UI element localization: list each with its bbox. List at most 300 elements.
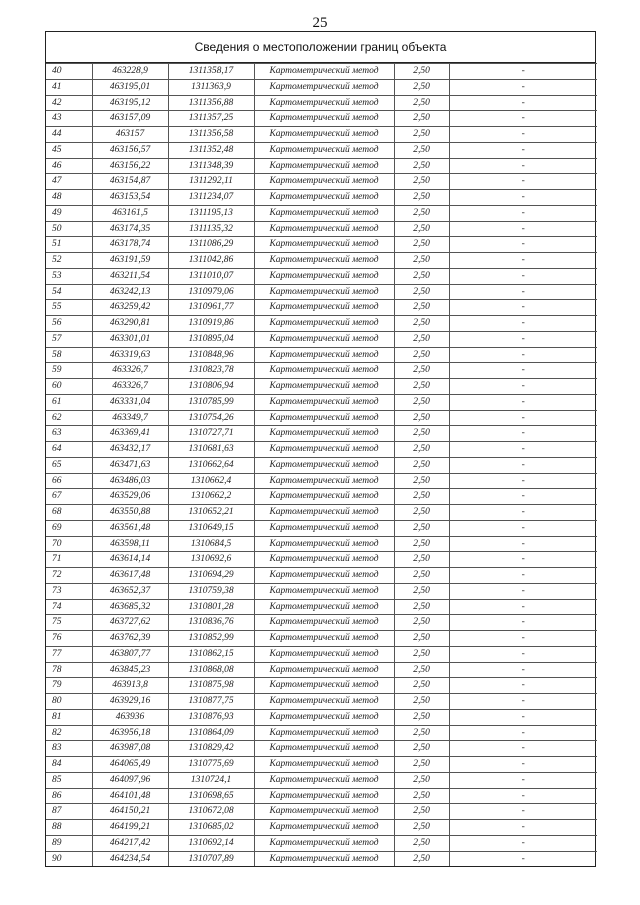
page-number: 25: [312, 15, 328, 31]
table-row: [46, 205, 597, 221]
point-number-cell: 63: [46, 426, 92, 442]
y-coordinate-cell: 1311348,39: [168, 158, 254, 174]
method-cell: Картометрический метод: [254, 662, 394, 678]
accuracy-cell: 2,50: [394, 631, 449, 647]
table-row: [46, 536, 597, 552]
note-cell: -: [449, 820, 597, 836]
point-number-cell: 66: [46, 473, 92, 489]
method-cell: Картометрический метод: [254, 127, 394, 143]
x-coordinate-cell: 463228,9: [92, 64, 168, 80]
x-coordinate-cell: 463956,18: [92, 725, 168, 741]
y-coordinate-cell: 1310684,5: [168, 536, 254, 552]
x-coordinate-cell: 463762,39: [92, 631, 168, 647]
point-number-cell: 44: [46, 127, 92, 143]
x-coordinate-cell: 463349,7: [92, 410, 168, 426]
accuracy-cell: 2,50: [394, 820, 449, 836]
point-number-cell: 57: [46, 331, 92, 347]
method-cell: Картометрический метод: [254, 599, 394, 615]
table-row: [46, 631, 597, 647]
note-cell: -: [449, 709, 597, 725]
table-row: [46, 379, 597, 395]
method-cell: Картометрический метод: [254, 174, 394, 190]
y-coordinate-cell: 1311356,58: [168, 127, 254, 143]
table-row: [46, 64, 597, 80]
table-row: [46, 520, 597, 536]
x-coordinate-cell: 463319,63: [92, 347, 168, 363]
point-number-cell: 88: [46, 820, 92, 836]
point-number-cell: 84: [46, 757, 92, 773]
note-cell: -: [449, 268, 597, 284]
x-coordinate-cell: 463154,87: [92, 174, 168, 190]
note-cell: -: [449, 489, 597, 505]
method-cell: Картометрический метод: [254, 347, 394, 363]
x-coordinate-cell: 463259,42: [92, 300, 168, 316]
accuracy-cell: 2,50: [394, 253, 449, 269]
point-number-cell: 54: [46, 284, 92, 300]
y-coordinate-cell: 1311352,48: [168, 142, 254, 158]
y-coordinate-cell: 1311135,32: [168, 221, 254, 237]
y-coordinate-cell: 1310672,08: [168, 804, 254, 820]
table-row: [46, 442, 597, 458]
accuracy-cell: 2,50: [394, 158, 449, 174]
y-coordinate-cell: 1310801,28: [168, 599, 254, 615]
accuracy-cell: 2,50: [394, 268, 449, 284]
table-row: [46, 709, 597, 725]
table-row: [46, 662, 597, 678]
x-coordinate-cell: 463598,11: [92, 536, 168, 552]
x-coordinate-cell: 463156,57: [92, 142, 168, 158]
table-row: [46, 820, 597, 836]
table-row: [46, 646, 597, 662]
accuracy-cell: 2,50: [394, 442, 449, 458]
table-row: [46, 615, 597, 631]
method-cell: Картометрический метод: [254, 331, 394, 347]
method-cell: Картометрический метод: [254, 316, 394, 332]
point-number-cell: 74: [46, 599, 92, 615]
y-coordinate-cell: 1311357,25: [168, 111, 254, 127]
note-cell: -: [449, 583, 597, 599]
table-row: [46, 347, 597, 363]
table-row: [46, 426, 597, 442]
note-cell: -: [449, 835, 597, 851]
table-row: [46, 174, 597, 190]
accuracy-cell: 2,50: [394, 489, 449, 505]
y-coordinate-cell: 1311363,9: [168, 79, 254, 95]
method-cell: Картометрический метод: [254, 568, 394, 584]
point-number-cell: 55: [46, 300, 92, 316]
note-cell: -: [449, 631, 597, 647]
coordinates-table-body: [46, 64, 597, 867]
point-number-cell: 78: [46, 662, 92, 678]
y-coordinate-cell: 1310877,75: [168, 694, 254, 710]
method-cell: Картометрический метод: [254, 394, 394, 410]
table-row: [46, 772, 597, 788]
accuracy-cell: 2,50: [394, 788, 449, 804]
x-coordinate-cell: 463432,17: [92, 442, 168, 458]
x-coordinate-cell: 463242,13: [92, 284, 168, 300]
table-row: [46, 331, 597, 347]
point-number-cell: 58: [46, 347, 92, 363]
x-coordinate-cell: 463486,03: [92, 473, 168, 489]
point-number-cell: 77: [46, 646, 92, 662]
table-row: [46, 363, 597, 379]
method-cell: Картометрический метод: [254, 379, 394, 395]
point-number-cell: 81: [46, 709, 92, 725]
note-cell: -: [449, 111, 597, 127]
table-row: [46, 410, 597, 426]
method-cell: Картометрический метод: [254, 804, 394, 820]
table-row: [46, 741, 597, 757]
method-cell: Картометрический метод: [254, 205, 394, 221]
table-row: [46, 568, 597, 584]
method-cell: Картометрический метод: [254, 772, 394, 788]
y-coordinate-cell: 1310979,06: [168, 284, 254, 300]
note-cell: -: [449, 127, 597, 143]
note-cell: -: [449, 64, 597, 80]
note-cell: -: [449, 646, 597, 662]
accuracy-cell: 2,50: [394, 457, 449, 473]
x-coordinate-cell: 464101,48: [92, 788, 168, 804]
y-coordinate-cell: 1311356,88: [168, 95, 254, 111]
note-cell: -: [449, 331, 597, 347]
x-coordinate-cell: 464199,21: [92, 820, 168, 836]
note-cell: -: [449, 347, 597, 363]
note-cell: -: [449, 473, 597, 489]
accuracy-cell: 2,50: [394, 678, 449, 694]
accuracy-cell: 2,50: [394, 205, 449, 221]
accuracy-cell: 2,50: [394, 95, 449, 111]
y-coordinate-cell: 1311358,17: [168, 64, 254, 80]
note-cell: -: [449, 552, 597, 568]
note-cell: -: [449, 772, 597, 788]
x-coordinate-cell: 463936: [92, 709, 168, 725]
x-coordinate-cell: 463326,7: [92, 379, 168, 395]
table-row: [46, 142, 597, 158]
note-cell: -: [449, 851, 597, 866]
method-cell: Картометрический метод: [254, 300, 394, 316]
note-cell: -: [449, 284, 597, 300]
y-coordinate-cell: 1310895,04: [168, 331, 254, 347]
y-coordinate-cell: 1310754,26: [168, 410, 254, 426]
point-number-cell: 52: [46, 253, 92, 269]
table-row: [46, 268, 597, 284]
note-cell: -: [449, 79, 597, 95]
accuracy-cell: 2,50: [394, 473, 449, 489]
note-cell: -: [449, 678, 597, 694]
note-cell: -: [449, 568, 597, 584]
note-cell: -: [449, 237, 597, 253]
point-number-cell: 43: [46, 111, 92, 127]
y-coordinate-cell: 1311010,07: [168, 268, 254, 284]
accuracy-cell: 2,50: [394, 111, 449, 127]
accuracy-cell: 2,50: [394, 284, 449, 300]
coordinates-table: [46, 63, 597, 866]
accuracy-cell: 2,50: [394, 410, 449, 426]
accuracy-cell: 2,50: [394, 615, 449, 631]
method-cell: Картометрический метод: [254, 253, 394, 269]
point-number-cell: 80: [46, 694, 92, 710]
table-row: [46, 835, 597, 851]
note-cell: -: [449, 174, 597, 190]
point-number-cell: 73: [46, 583, 92, 599]
y-coordinate-cell: 1310692,14: [168, 835, 254, 851]
table-row: [46, 725, 597, 741]
point-number-cell: 79: [46, 678, 92, 694]
method-cell: Картометрический метод: [254, 268, 394, 284]
accuracy-cell: 2,50: [394, 64, 449, 80]
accuracy-cell: 2,50: [394, 316, 449, 332]
x-coordinate-cell: 463174,35: [92, 221, 168, 237]
note-cell: -: [449, 457, 597, 473]
accuracy-cell: 2,50: [394, 426, 449, 442]
accuracy-cell: 2,50: [394, 142, 449, 158]
note-cell: -: [449, 316, 597, 332]
note-cell: -: [449, 599, 597, 615]
x-coordinate-cell: 463331,04: [92, 394, 168, 410]
y-coordinate-cell: 1310759,38: [168, 583, 254, 599]
accuracy-cell: 2,50: [394, 552, 449, 568]
method-cell: Картометрический метод: [254, 284, 394, 300]
method-cell: Картометрический метод: [254, 457, 394, 473]
point-number-cell: 48: [46, 190, 92, 206]
point-number-cell: 53: [46, 268, 92, 284]
point-number-cell: 71: [46, 552, 92, 568]
boundary-table-sheet: [45, 31, 596, 867]
accuracy-cell: 2,50: [394, 725, 449, 741]
accuracy-cell: 2,50: [394, 505, 449, 521]
y-coordinate-cell: 1310852,99: [168, 631, 254, 647]
method-cell: Картометрический метод: [254, 410, 394, 426]
x-coordinate-cell: 463301,01: [92, 331, 168, 347]
y-coordinate-cell: 1310685,02: [168, 820, 254, 836]
note-cell: -: [449, 725, 597, 741]
point-number-cell: 51: [46, 237, 92, 253]
point-number-cell: 59: [46, 363, 92, 379]
table-row: [46, 158, 597, 174]
method-cell: Картометрический метод: [254, 442, 394, 458]
y-coordinate-cell: 1310864,09: [168, 725, 254, 741]
note-cell: -: [449, 505, 597, 521]
note-cell: -: [449, 741, 597, 757]
y-coordinate-cell: 1310727,71: [168, 426, 254, 442]
accuracy-cell: 2,50: [394, 804, 449, 820]
method-cell: Картометрический метод: [254, 237, 394, 253]
method-cell: Картометрический метод: [254, 221, 394, 237]
x-coordinate-cell: 463156,22: [92, 158, 168, 174]
y-coordinate-cell: 1310652,21: [168, 505, 254, 521]
point-number-cell: 68: [46, 505, 92, 521]
note-cell: -: [449, 379, 597, 395]
accuracy-cell: 2,50: [394, 127, 449, 143]
accuracy-cell: 2,50: [394, 394, 449, 410]
accuracy-cell: 2,50: [394, 79, 449, 95]
point-number-cell: 47: [46, 174, 92, 190]
table-row: [46, 851, 597, 866]
point-number-cell: 56: [46, 316, 92, 332]
x-coordinate-cell: 463471,63: [92, 457, 168, 473]
table-row: [46, 111, 597, 127]
x-coordinate-cell: 463211,54: [92, 268, 168, 284]
point-number-cell: 62: [46, 410, 92, 426]
table-row: [46, 300, 597, 316]
accuracy-cell: 2,50: [394, 851, 449, 866]
method-cell: Картометрический метод: [254, 158, 394, 174]
point-number-cell: 60: [46, 379, 92, 395]
table-row: [46, 127, 597, 143]
x-coordinate-cell: 463157: [92, 127, 168, 143]
accuracy-cell: 2,50: [394, 835, 449, 851]
x-coordinate-cell: 463929,16: [92, 694, 168, 710]
note-cell: -: [449, 536, 597, 552]
note-cell: -: [449, 662, 597, 678]
y-coordinate-cell: 1310662,64: [168, 457, 254, 473]
point-number-cell: 70: [46, 536, 92, 552]
x-coordinate-cell: 463157,09: [92, 111, 168, 127]
x-coordinate-cell: 463652,37: [92, 583, 168, 599]
note-cell: -: [449, 757, 597, 773]
x-coordinate-cell: 463987,08: [92, 741, 168, 757]
y-coordinate-cell: 1310862,15: [168, 646, 254, 662]
point-number-cell: 41: [46, 79, 92, 95]
note-cell: -: [449, 788, 597, 804]
y-coordinate-cell: 1310829,42: [168, 741, 254, 757]
y-coordinate-cell: 1310919,86: [168, 316, 254, 332]
accuracy-cell: 2,50: [394, 221, 449, 237]
method-cell: Картометрический метод: [254, 552, 394, 568]
y-coordinate-cell: 1310848,96: [168, 347, 254, 363]
table-row: [46, 505, 597, 521]
method-cell: Картометрический метод: [254, 615, 394, 631]
note-cell: -: [449, 300, 597, 316]
table-title: Сведения о местоположении границ объекта: [46, 32, 595, 63]
table-row: [46, 457, 597, 473]
x-coordinate-cell: 463369,41: [92, 426, 168, 442]
x-coordinate-cell: 463178,74: [92, 237, 168, 253]
method-cell: Картометрический метод: [254, 426, 394, 442]
accuracy-cell: 2,50: [394, 190, 449, 206]
x-coordinate-cell: 463685,32: [92, 599, 168, 615]
method-cell: Картометрический метод: [254, 489, 394, 505]
point-number-cell: 75: [46, 615, 92, 631]
x-coordinate-cell: 463153,54: [92, 190, 168, 206]
x-coordinate-cell: 463195,01: [92, 79, 168, 95]
y-coordinate-cell: 1310823,78: [168, 363, 254, 379]
y-coordinate-cell: 1310876,93: [168, 709, 254, 725]
method-cell: Картометрический метод: [254, 725, 394, 741]
table-row: [46, 190, 597, 206]
point-number-cell: 42: [46, 95, 92, 111]
y-coordinate-cell: 1310707,89: [168, 851, 254, 866]
point-number-cell: 49: [46, 205, 92, 221]
y-coordinate-cell: 1311042,86: [168, 253, 254, 269]
method-cell: Картометрический метод: [254, 678, 394, 694]
y-coordinate-cell: 1310694,29: [168, 568, 254, 584]
note-cell: -: [449, 410, 597, 426]
method-cell: Картометрический метод: [254, 95, 394, 111]
point-number-cell: 72: [46, 568, 92, 584]
method-cell: Картометрический метод: [254, 835, 394, 851]
method-cell: Картометрический метод: [254, 820, 394, 836]
x-coordinate-cell: 463195,12: [92, 95, 168, 111]
x-coordinate-cell: 464217,42: [92, 835, 168, 851]
point-number-cell: 87: [46, 804, 92, 820]
x-coordinate-cell: 463550,88: [92, 505, 168, 521]
point-number-cell: 50: [46, 221, 92, 237]
table-row: [46, 694, 597, 710]
point-number-cell: 76: [46, 631, 92, 647]
y-coordinate-cell: 1310662,2: [168, 489, 254, 505]
point-number-cell: 40: [46, 64, 92, 80]
point-number-cell: 45: [46, 142, 92, 158]
x-coordinate-cell: 463807,77: [92, 646, 168, 662]
note-cell: -: [449, 253, 597, 269]
accuracy-cell: 2,50: [394, 583, 449, 599]
note-cell: -: [449, 221, 597, 237]
table-row: [46, 757, 597, 773]
table-row: [46, 95, 597, 111]
note-cell: -: [449, 363, 597, 379]
accuracy-cell: 2,50: [394, 772, 449, 788]
y-coordinate-cell: 1310649,15: [168, 520, 254, 536]
y-coordinate-cell: 1310692,6: [168, 552, 254, 568]
y-coordinate-cell: 1310961,77: [168, 300, 254, 316]
x-coordinate-cell: 463614,14: [92, 552, 168, 568]
table-row: [46, 489, 597, 505]
point-number-cell: 85: [46, 772, 92, 788]
accuracy-cell: 2,50: [394, 379, 449, 395]
accuracy-cell: 2,50: [394, 646, 449, 662]
x-coordinate-cell: 464097,96: [92, 772, 168, 788]
note-cell: -: [449, 442, 597, 458]
y-coordinate-cell: 1310724,1: [168, 772, 254, 788]
note-cell: -: [449, 426, 597, 442]
note-cell: -: [449, 394, 597, 410]
x-coordinate-cell: 464234,54: [92, 851, 168, 866]
y-coordinate-cell: 1310775,69: [168, 757, 254, 773]
method-cell: Картометрический метод: [254, 631, 394, 647]
x-coordinate-cell: 464065,49: [92, 757, 168, 773]
accuracy-cell: 2,50: [394, 300, 449, 316]
table-row: [46, 253, 597, 269]
method-cell: Картометрический метод: [254, 142, 394, 158]
y-coordinate-cell: 1310836,76: [168, 615, 254, 631]
y-coordinate-cell: 1311195,13: [168, 205, 254, 221]
y-coordinate-cell: 1310806,94: [168, 379, 254, 395]
point-number-cell: 89: [46, 835, 92, 851]
accuracy-cell: 2,50: [394, 174, 449, 190]
method-cell: Картометрический метод: [254, 646, 394, 662]
accuracy-cell: 2,50: [394, 662, 449, 678]
method-cell: Картометрический метод: [254, 583, 394, 599]
y-coordinate-cell: 1311086,29: [168, 237, 254, 253]
method-cell: Картометрический метод: [254, 741, 394, 757]
table-row: [46, 552, 597, 568]
y-coordinate-cell: 1310681,63: [168, 442, 254, 458]
x-coordinate-cell: 463617,48: [92, 568, 168, 584]
method-cell: Картометрический метод: [254, 111, 394, 127]
x-coordinate-cell: 463727,62: [92, 615, 168, 631]
y-coordinate-cell: 1310698,65: [168, 788, 254, 804]
table-row: [46, 804, 597, 820]
accuracy-cell: 2,50: [394, 363, 449, 379]
method-cell: Картометрический метод: [254, 520, 394, 536]
point-number-cell: 82: [46, 725, 92, 741]
accuracy-cell: 2,50: [394, 709, 449, 725]
point-number-cell: 69: [46, 520, 92, 536]
table-row: [46, 599, 597, 615]
note-cell: -: [449, 142, 597, 158]
note-cell: -: [449, 520, 597, 536]
